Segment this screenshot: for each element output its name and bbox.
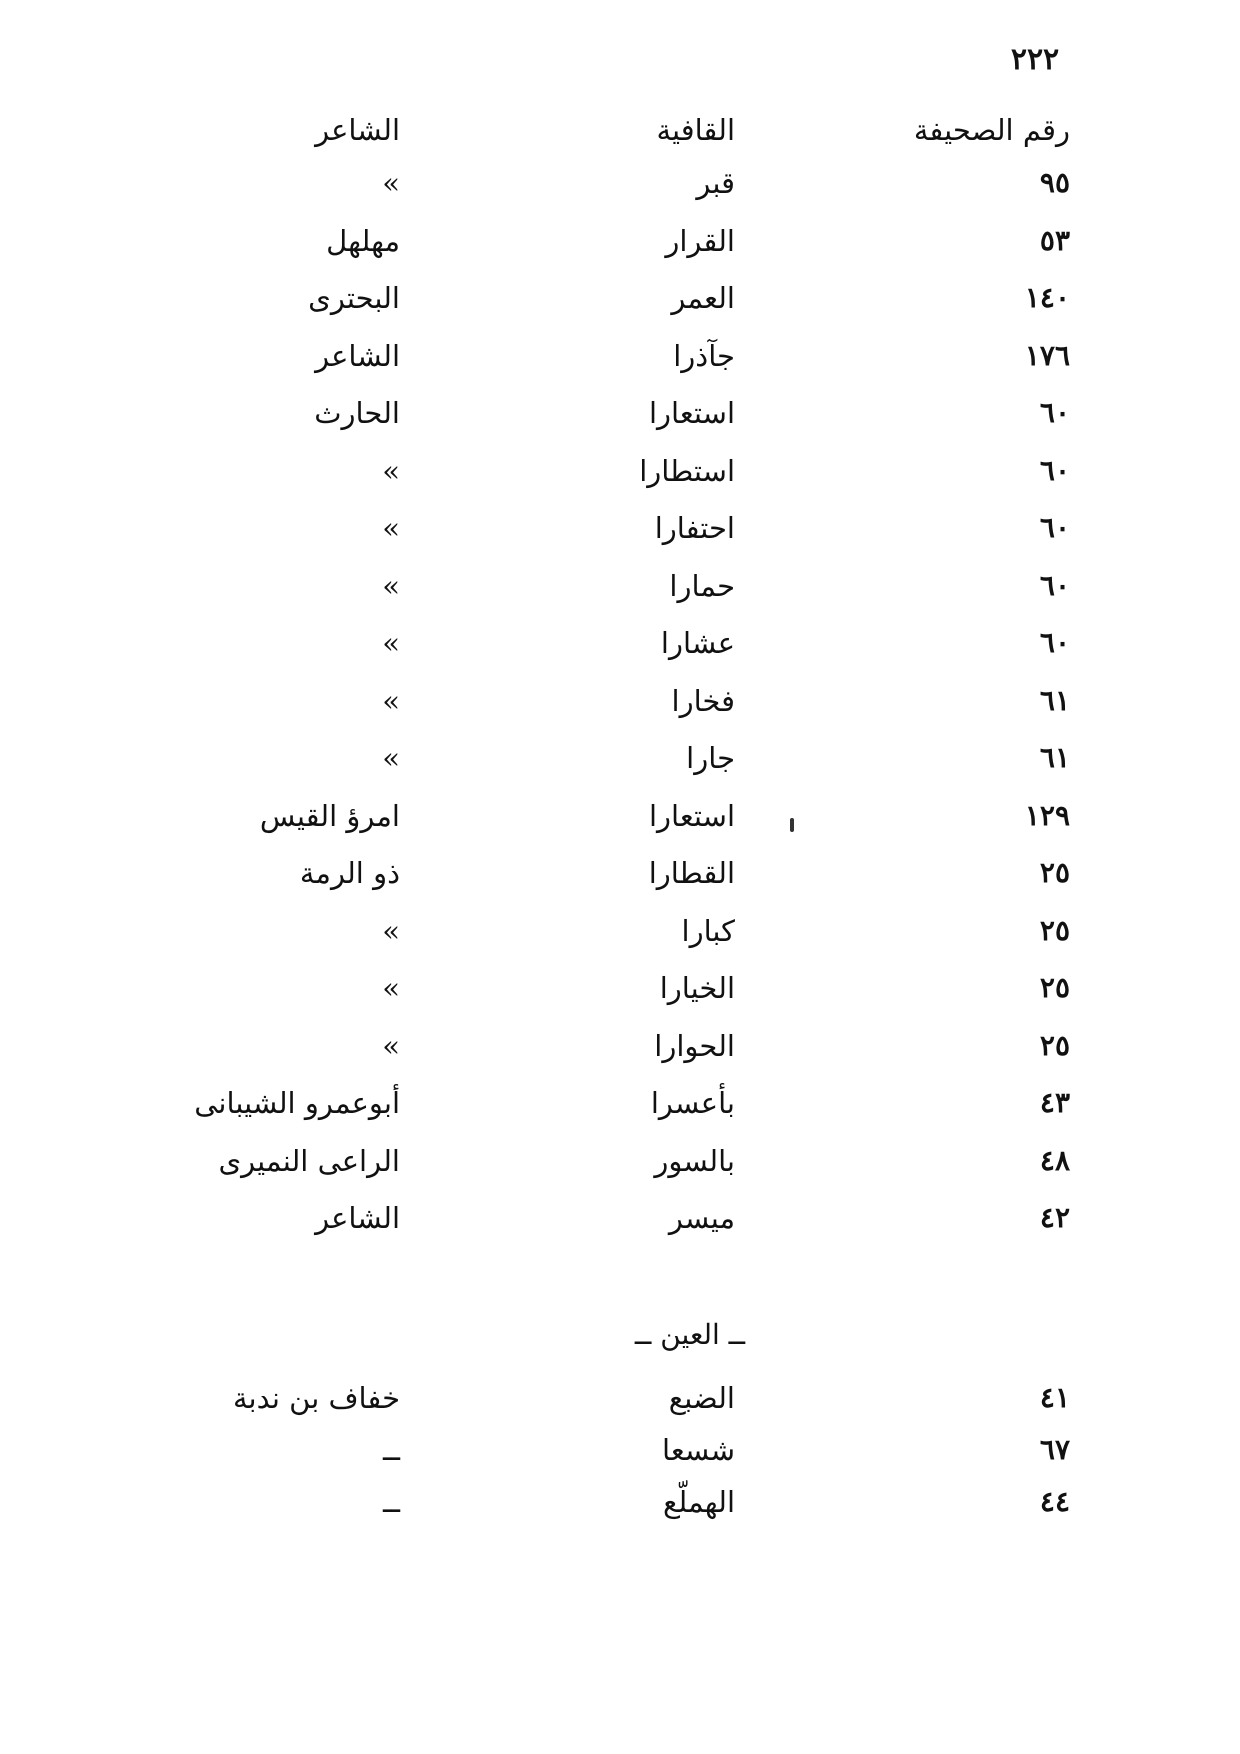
row-page-number: ٦١ — [1039, 741, 1070, 774]
row-poet: » — [382, 626, 400, 660]
header-rhyme: القافية — [656, 113, 735, 147]
table-row — [0, 1193, 1240, 1243]
row-page-number: ٢٥ — [1039, 856, 1070, 889]
row-rhyme: احتفارا — [654, 511, 735, 545]
row-poet: » — [382, 683, 400, 718]
row-poet: » — [382, 741, 400, 775]
row-poet: البحترى — [308, 281, 400, 315]
table-row — [0, 848, 1240, 898]
table-row — [0, 446, 1240, 496]
row-page-number: ١٧٦ — [1024, 338, 1070, 372]
row-page-number: ٦٠ — [1039, 396, 1070, 429]
row-page-number: ٤٢ — [1039, 1201, 1070, 1234]
print-speck — [790, 818, 794, 832]
table-row — [0, 503, 1240, 553]
row-poet: » — [382, 511, 400, 545]
row-rhyme: الخيارا — [659, 971, 735, 1005]
row-poet: الشاعر — [315, 338, 400, 373]
row-rhyme: جارا — [686, 741, 735, 775]
row-poet: ــ — [383, 1485, 400, 1519]
row-page-number: ٦١ — [1039, 683, 1070, 717]
row-poet: ــ — [383, 1433, 400, 1467]
row-page-number: ٤٤ — [1039, 1485, 1070, 1518]
row-page-number: ٩٥ — [1039, 166, 1070, 199]
table-row — [0, 791, 1240, 841]
row-poet: » — [382, 1028, 400, 1063]
row-rhyme: فخارا — [671, 683, 735, 718]
row-rhyme: شسعا — [662, 1433, 735, 1467]
row-page-number: ٦٠ — [1039, 453, 1070, 487]
page-number: ٢٢٢ — [1010, 42, 1060, 77]
table-row — [0, 1021, 1240, 1071]
row-rhyme: كبارا — [681, 913, 735, 948]
table-row — [0, 733, 1240, 783]
row-rhyme: القرار — [665, 223, 735, 258]
row-page-number: ٦٠ — [1039, 568, 1070, 602]
header-page-number: رقم الصحيفة — [913, 113, 1070, 147]
row-poet: أبوعمرو الشيبانى — [194, 1086, 400, 1120]
table-row — [0, 388, 1240, 438]
table-row — [0, 1477, 1240, 1527]
row-rhyme: جآذرا — [673, 338, 735, 373]
table-row — [0, 561, 1240, 611]
row-page-number: ٦٠ — [1039, 511, 1070, 544]
row-page-number: ٦٧ — [1039, 1433, 1070, 1466]
row-page-number: ٥٣ — [1039, 223, 1070, 257]
table-row — [0, 273, 1240, 323]
row-page-number: ٤٣ — [1039, 1086, 1070, 1119]
row-rhyme: الحوارا — [654, 1028, 735, 1063]
row-rhyme: حمارا — [669, 568, 735, 603]
row-poet: خفاف بن ندبة — [233, 1381, 400, 1415]
row-page-number: ١٤٠ — [1024, 281, 1070, 314]
table-row — [0, 1373, 1240, 1423]
row-poet: امرؤ القيس — [259, 798, 400, 833]
row-rhyme: الهملّع — [662, 1485, 735, 1519]
table-row — [0, 906, 1240, 956]
row-poet: » — [382, 971, 400, 1005]
row-rhyme: العمر — [671, 281, 735, 315]
table-row — [0, 216, 1240, 266]
row-poet: » — [382, 913, 400, 948]
row-rhyme: القطارا — [648, 856, 735, 890]
row-rhyme: بأعسرا — [650, 1086, 735, 1120]
row-rhyme: استعارا — [649, 396, 735, 430]
row-rhyme: استعارا — [649, 798, 735, 833]
row-poet: » — [382, 453, 400, 488]
row-rhyme: الضبع — [668, 1381, 735, 1415]
table-row — [0, 1425, 1240, 1475]
row-page-number: ١٢٩ — [1024, 798, 1070, 832]
row-page-number: ٦٠ — [1039, 626, 1070, 659]
header-poet: الشاعر — [315, 113, 400, 147]
section-title-ayn: ــ العين ــ — [634, 1318, 746, 1351]
row-poet: مهلهل — [326, 223, 400, 258]
table-row — [0, 1078, 1240, 1128]
row-poet: » — [382, 568, 400, 603]
row-page-number: ٤٨ — [1039, 1143, 1070, 1177]
row-poet: الشاعر — [315, 1201, 400, 1235]
row-rhyme: عشارا — [660, 626, 735, 660]
table-row — [0, 158, 1240, 208]
row-rhyme: استطارا — [639, 453, 735, 488]
row-poet: » — [382, 166, 400, 200]
row-page-number: ٤١ — [1039, 1381, 1070, 1414]
row-rhyme: بالسور — [654, 1143, 735, 1178]
table-row — [0, 963, 1240, 1013]
table-row — [0, 1136, 1240, 1186]
table-row — [0, 618, 1240, 668]
row-poet: ذو الرمة — [299, 856, 400, 890]
table-row — [0, 331, 1240, 381]
row-page-number: ٢٥ — [1039, 1028, 1070, 1062]
row-page-number: ٢٥ — [1039, 913, 1070, 947]
row-poet: الحارث — [314, 396, 400, 430]
table-row — [0, 676, 1240, 726]
row-page-number: ٢٥ — [1039, 971, 1070, 1004]
row-rhyme: قبر — [696, 166, 735, 200]
row-poet: الراعى النميرى — [218, 1143, 400, 1178]
table-header — [0, 105, 1240, 155]
row-rhyme: ميسر — [668, 1201, 735, 1235]
